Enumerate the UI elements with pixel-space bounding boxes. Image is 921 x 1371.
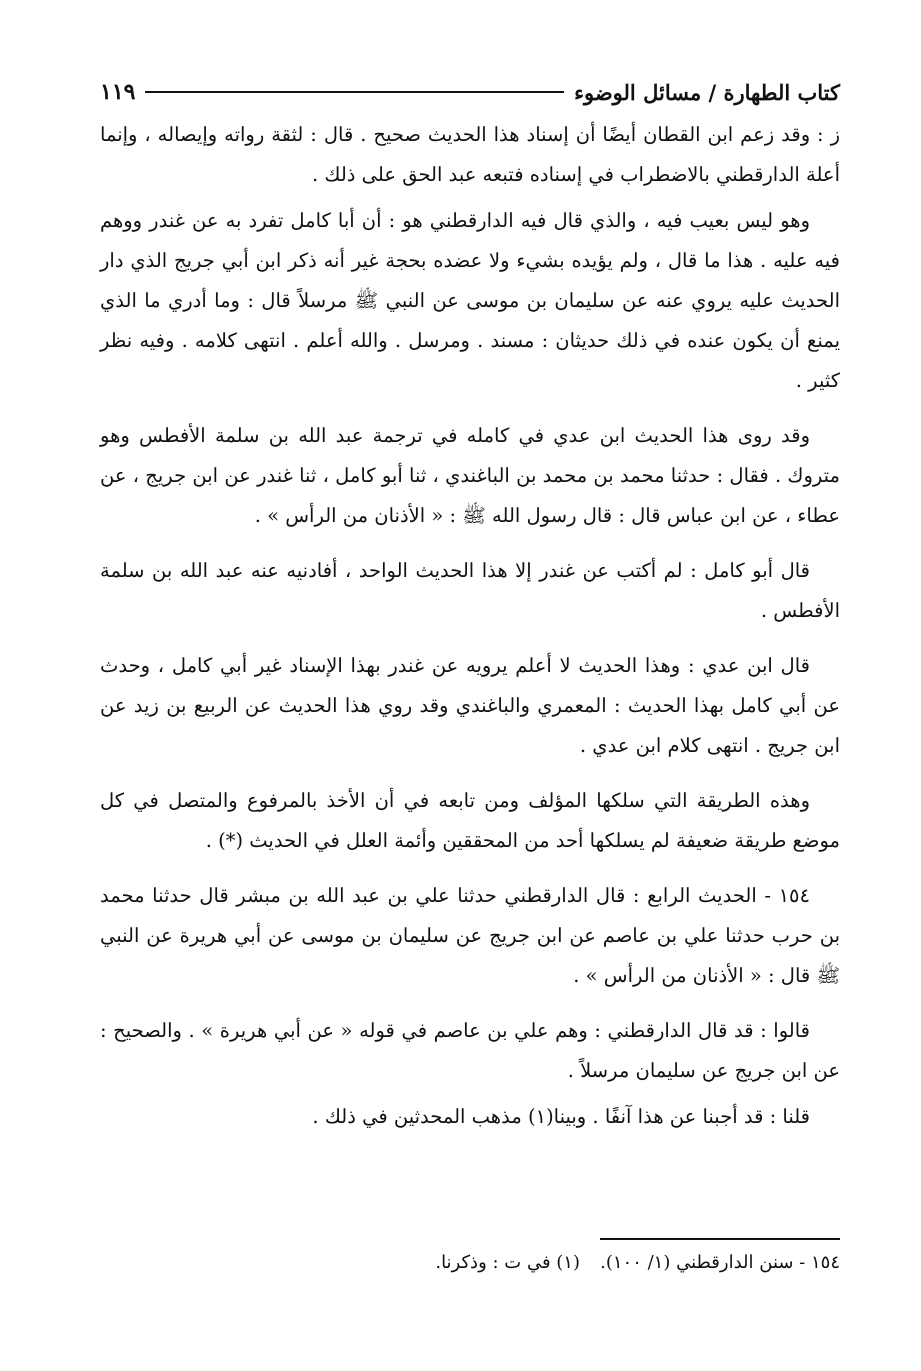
main-text bbox=[100, 115, 840, 1152]
running-header bbox=[100, 72, 840, 112]
paragraph-7: ١٥٤ - الحديث الرابع : قال الدارقطني حدثنا علي بن عبد الله بن مبشر قال حدثنا محمد بن حرب حدثنا علي بن عاصم عن ابن جريج عن سليمان بن موسى عن أبي هريرة عن النبي ﷺ قال : « الأذنان من الرأس » . bbox=[100, 884, 840, 987]
paragraph-6: وهذه الطريقة التي سلكها المؤلف ومن تابعه في أن الأخذ بالمرفوع والمتصل في كل موضع طريقة ضعيفة لم يسلكها أحد من المحققين وأئمة العلل في الحديث (*) . bbox=[100, 789, 840, 852]
paragraph-5: قال ابن عدي : وهذا الحديث لا أعلم يرويه عن غندر بهذا الإسناد غير أبي كامل ، وحدث عن أبي كامل بهذا الحديث : المعمري والباغندي وقد روي هذا الحديث عن الربيع بن زيد عن ابن جريج . انتهى كلام ابن عدي . bbox=[100, 654, 840, 757]
paragraph-8: قالوا : قد قال الدارقطني : وهم علي بن عاصم في قوله « عن أبي هريرة » . والصحيح : عن ابن جريج عن سليمان مرسلاً . bbox=[100, 1019, 840, 1082]
footnotes bbox=[100, 1252, 840, 1288]
paragraph-9: قلنا : قد أجبنا عن هذا آنفًا . وبينا(١) مذهب المحدثين في ذلك . bbox=[312, 1105, 810, 1128]
paragraph-2: وهو ليس بعيب فيه ، والذي قال فيه الدارقطني هو : أن أبا كامل تفرد به عن غندر ووهم فيه عليه . هذا ما قال ، ولم يؤيده بشيء ولا عضده بحجة غير أنه ذكر ابن أبي جريج الذي دار الحديث عليه يروي عنه عن سليمان بن موسى عن النبي ﷺ مرسلاً قال : وما أدري ما الذي يمنع أن يكون عنده في ذلك حديثان : مسند . ومرسل . والله أعلم . انتهى كلامه . وفيه نظر كثير . bbox=[100, 209, 840, 392]
footnote-separator bbox=[600, 1238, 840, 1240]
paragraph-3: وقد روى هذا الحديث ابن عدي في كامله في ترجمة عبد الله بن سلمة الأفطس وهو متروك . فقال : حدثنا محمد بن محمد بن الباغندي ، ثنا أبو كامل ، ثنا غندر عن ابن جريج ، عن عطاء ، عن ابن عباس قال : قال رسول الله ﷺ : « الأذنان من الرأس » . bbox=[100, 424, 840, 527]
paragraph-1: ز : وقد زعم ابن القطان أيضًا أن إسناد هذا الحديث صحيح . قال : لثقة رواته وإيصاله ، وإنما أعلة الدارقطني بالاضطراب في إسناده فتبعه عبد الحق على ذلك . bbox=[100, 123, 840, 186]
chapter-title: كتاب الطهارة / مسائل الوضوء bbox=[574, 79, 840, 105]
footnote-1: (١) في ت : وذكرنا. bbox=[435, 1252, 580, 1273]
header-rule bbox=[145, 91, 564, 93]
page-number: ١١٩ bbox=[100, 79, 136, 105]
footnote-source: ١٥٤ - سنن الدارقطني (١/ ١٠٠). bbox=[600, 1252, 840, 1273]
paragraph-4: قال أبو كامل : لم أكتب عن غندر إلا هذا الحديث الواحد ، أفادنيه عنه عبد الله بن سلمة الأفطس . bbox=[100, 559, 840, 622]
